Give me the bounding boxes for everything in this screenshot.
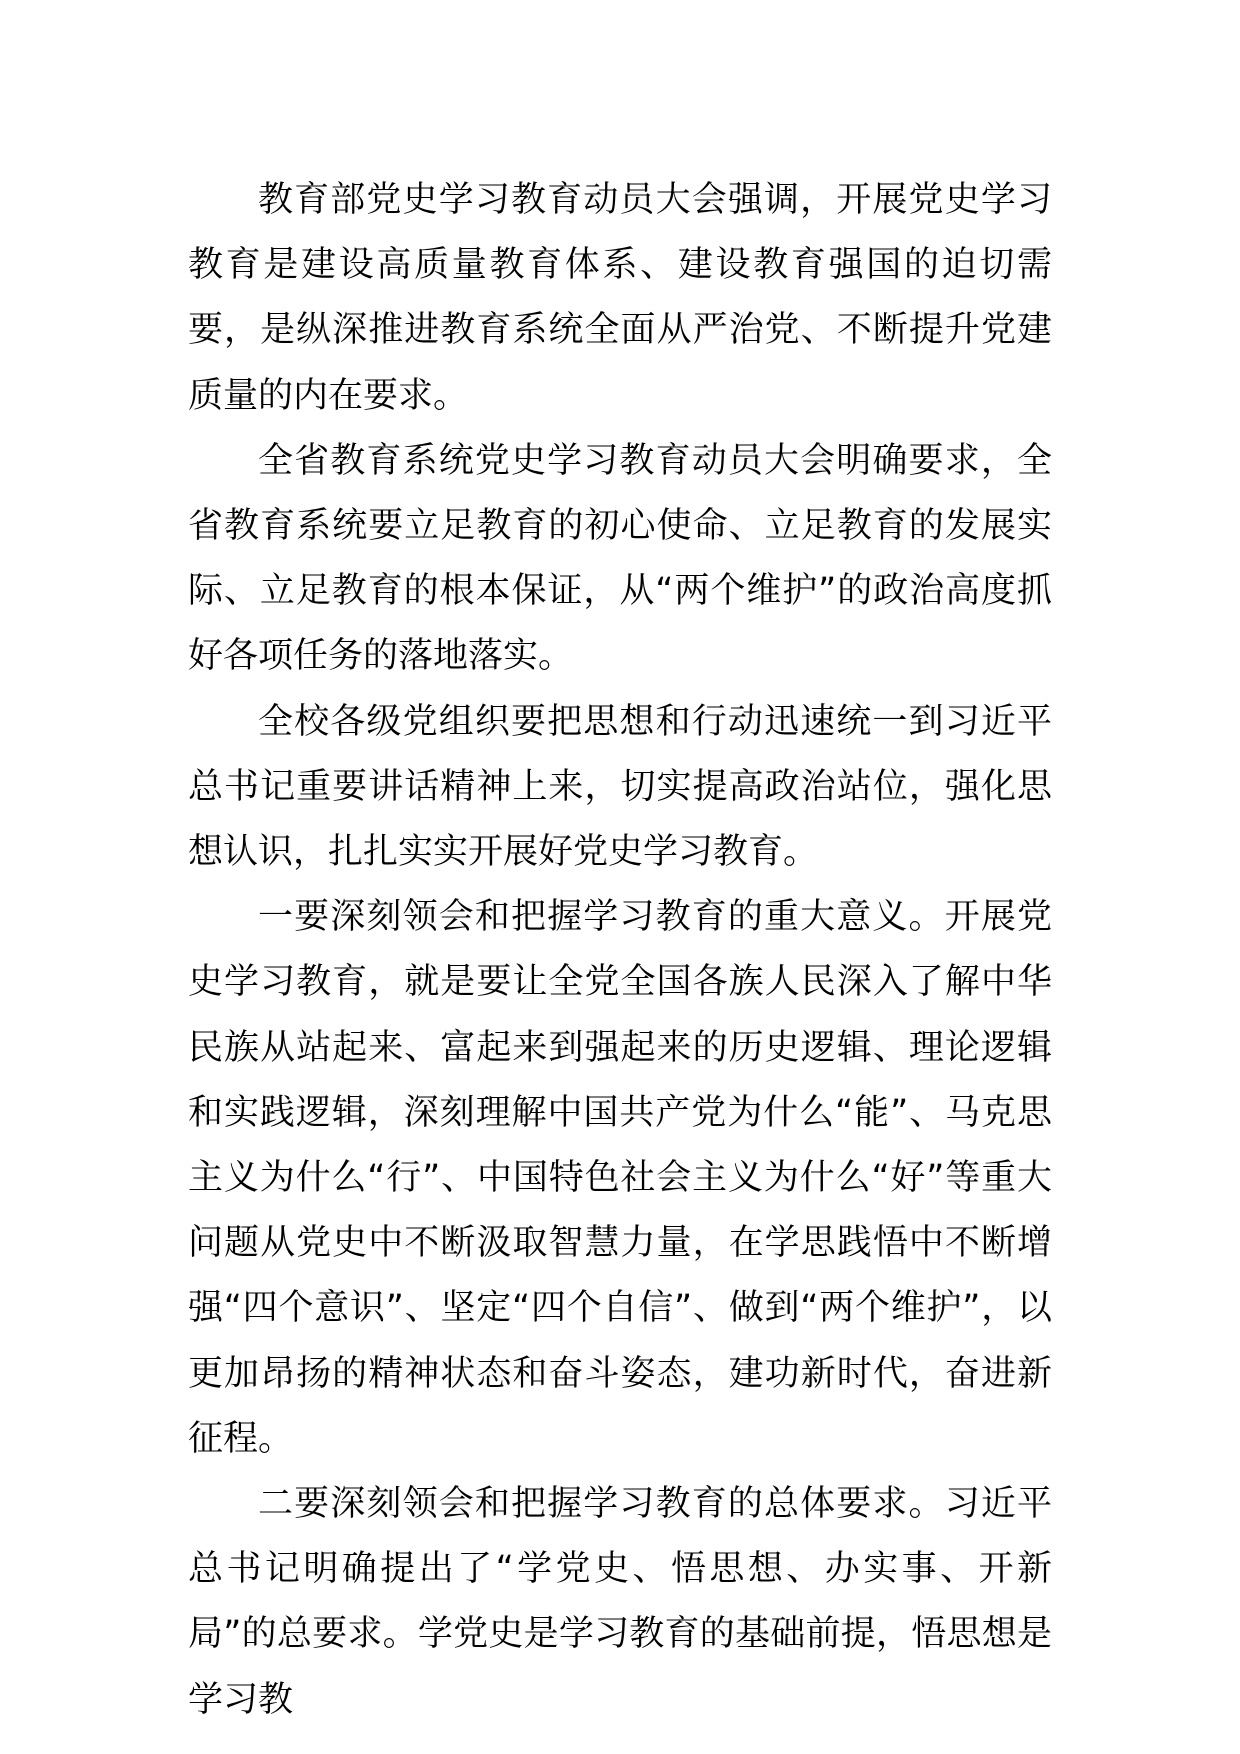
document-body (188, 168, 1052, 1733)
paragraph-4: 一要深刻领会和把握学习教育的重大意义。开展党史学习教育，就是要让全党全国各族人民深入了解中华民族从站起来、富起来到强起来的历史逻辑、理论逻辑和实践逻辑，深刻理解中国共产党为什么“能”、马克思主义为什么“行”、中国特色社会主义为什么“好”等重大问题从党史中不断汲取智慧力量，在学思践悟中不断增强“四个意识”、坚定“四个自信”、做到“两个维护”，以更加昂扬的精神状态和奋斗姿态，建功新时代，奋进新征程。 (188, 897, 1053, 1459)
paragraph-2: 全省教育系统党史学习教育动员大会明确要求，全省教育系统要立足教育的初心使命、立足教育的发展实际、立足教育的根本保证，从“两个维护”的政治高度抓好各项任务的落地落实。 (188, 440, 1052, 677)
paragraph-3: 全校各级党组织要把思想和行动迅速统一到习近平总书记重要讲话精神上来，切实提高政治站位，强化思想认识，扎扎实实开展好党史学习教育。 (188, 701, 1052, 873)
paragraph-5: 二要深刻领会和把握学习教育的总体要求。习近平总书记明确提出了“学党史、悟思想、办实事、开新局”的总要求。学党史是学习教育的基础前提，悟思想是学习教 (188, 1484, 1052, 1720)
paragraph-1: 教育部党史学习教育动员大会强调，开展党史学习教育是建设高质量教育体系、建设教育强国的迫切需要，是纵深推进教育系统全面从严治党、不断提升党建质量的内在要求。 (188, 180, 1052, 416)
